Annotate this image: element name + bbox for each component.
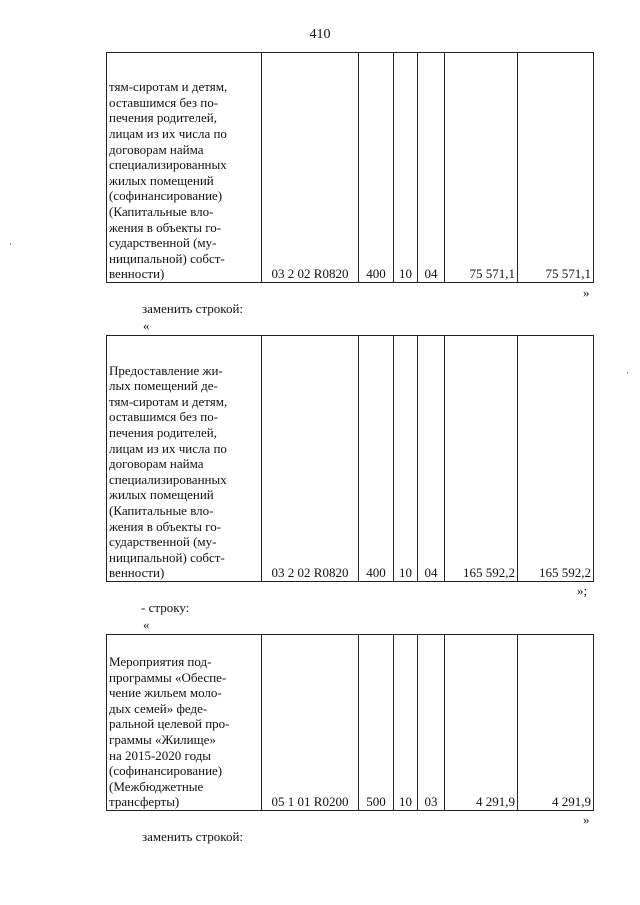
expense-type-code: 400 [359, 336, 394, 582]
target-article-code: 03 2 02 R0820 [262, 336, 359, 582]
description-line: (Капитальные вло- [109, 503, 214, 519]
opening-quote: « [143, 318, 150, 333]
description-line: (Капитальные вло- [109, 204, 214, 220]
description-line: (софинансирование) [109, 188, 223, 204]
row-description [107, 53, 262, 283]
description-line: печения родителей, [109, 110, 217, 126]
description-line: сударственной (му- [109, 534, 217, 550]
expense-type-code: 400 [359, 53, 394, 283]
replace-with-row-text: заменить строкой: [142, 829, 244, 844]
page-number: 410 [309, 27, 331, 42]
description-line: сударственной (му- [109, 235, 217, 251]
row-description [107, 336, 262, 582]
table-row [107, 336, 594, 582]
table-row [107, 53, 594, 283]
closing-quote: » [583, 285, 590, 300]
description-line: трансферты) [109, 794, 180, 810]
description-line: венности) [109, 565, 165, 581]
description-line: специализированных [109, 157, 227, 173]
closing-quote: » [583, 812, 590, 827]
amount-1: 75 571,1 [445, 53, 518, 283]
subsection-code: 03 [418, 635, 445, 811]
description-line: лых помещений де- [109, 378, 218, 394]
description-line: специализированных [109, 471, 227, 487]
row-text: - строку: [141, 600, 190, 615]
amount-1: 4 291,9 [445, 635, 518, 811]
description-line: программы «Обеспе- [109, 669, 227, 685]
table-row [107, 635, 594, 811]
description-line: жения в объекты го- [109, 518, 222, 534]
opening-quote: « [143, 617, 150, 632]
description-line: лицам из их числа по [109, 126, 227, 142]
subsection-code: 04 [418, 53, 445, 283]
description-line: оставшимся без по- [109, 94, 219, 110]
description-line: венности) [109, 266, 165, 282]
budget-table-2 [106, 335, 594, 582]
amount-1: 165 592,2 [445, 336, 518, 582]
scan-speck [627, 372, 628, 374]
target-article-code: 03 2 02 R0820 [262, 53, 359, 283]
description-line: печения родителей, [109, 425, 217, 441]
description-line: (Межбюджетные [109, 778, 204, 794]
description-line: жения в объекты го- [109, 219, 222, 235]
row-description [107, 635, 262, 811]
budget-table-3 [106, 634, 594, 811]
replace-with-row-text: заменить строкой: [142, 301, 244, 316]
description-line: Мероприятия под- [109, 654, 212, 670]
budget-table-1 [106, 52, 594, 283]
description-line: Предоставление жи- [109, 362, 223, 378]
target-article-code: 05 1 01 R0200 [262, 635, 359, 811]
subsection-code: 04 [418, 336, 445, 582]
description-line: ниципальной) собст- [109, 250, 225, 266]
description-line: чение жильем моло- [109, 685, 222, 701]
section-code: 10 [394, 635, 418, 811]
amount-2: 4 291,9 [518, 635, 594, 811]
amount-2: 75 571,1 [518, 53, 594, 283]
scan-speck [10, 243, 11, 245]
description-line: (софинансирование) [109, 763, 223, 779]
description-line: дых семей» феде- [109, 700, 208, 716]
expense-type-code: 500 [359, 635, 394, 811]
description-line: оставшимся без по- [109, 409, 219, 425]
description-line: тям-сиротам и детям, [109, 393, 228, 409]
description-line: тям-сиротам и детям, [109, 79, 228, 95]
amount-2: 165 592,2 [518, 336, 594, 582]
description-line: жилых помещений [109, 172, 214, 188]
closing-quote-semicolon: »; [577, 583, 588, 598]
description-line: на 2015-2020 годы [109, 747, 212, 763]
description-line: договорам найма [109, 456, 204, 472]
description-line: граммы «Жилище» [109, 732, 216, 748]
section-code: 10 [394, 336, 418, 582]
section-code: 10 [394, 53, 418, 283]
description-line: договорам найма [109, 141, 204, 157]
description-line: ниципальной) собст- [109, 549, 225, 565]
description-line: лицам из их числа по [109, 440, 227, 456]
description-line: ральной целевой про- [109, 716, 230, 732]
description-line: жилых помещений [109, 487, 214, 503]
